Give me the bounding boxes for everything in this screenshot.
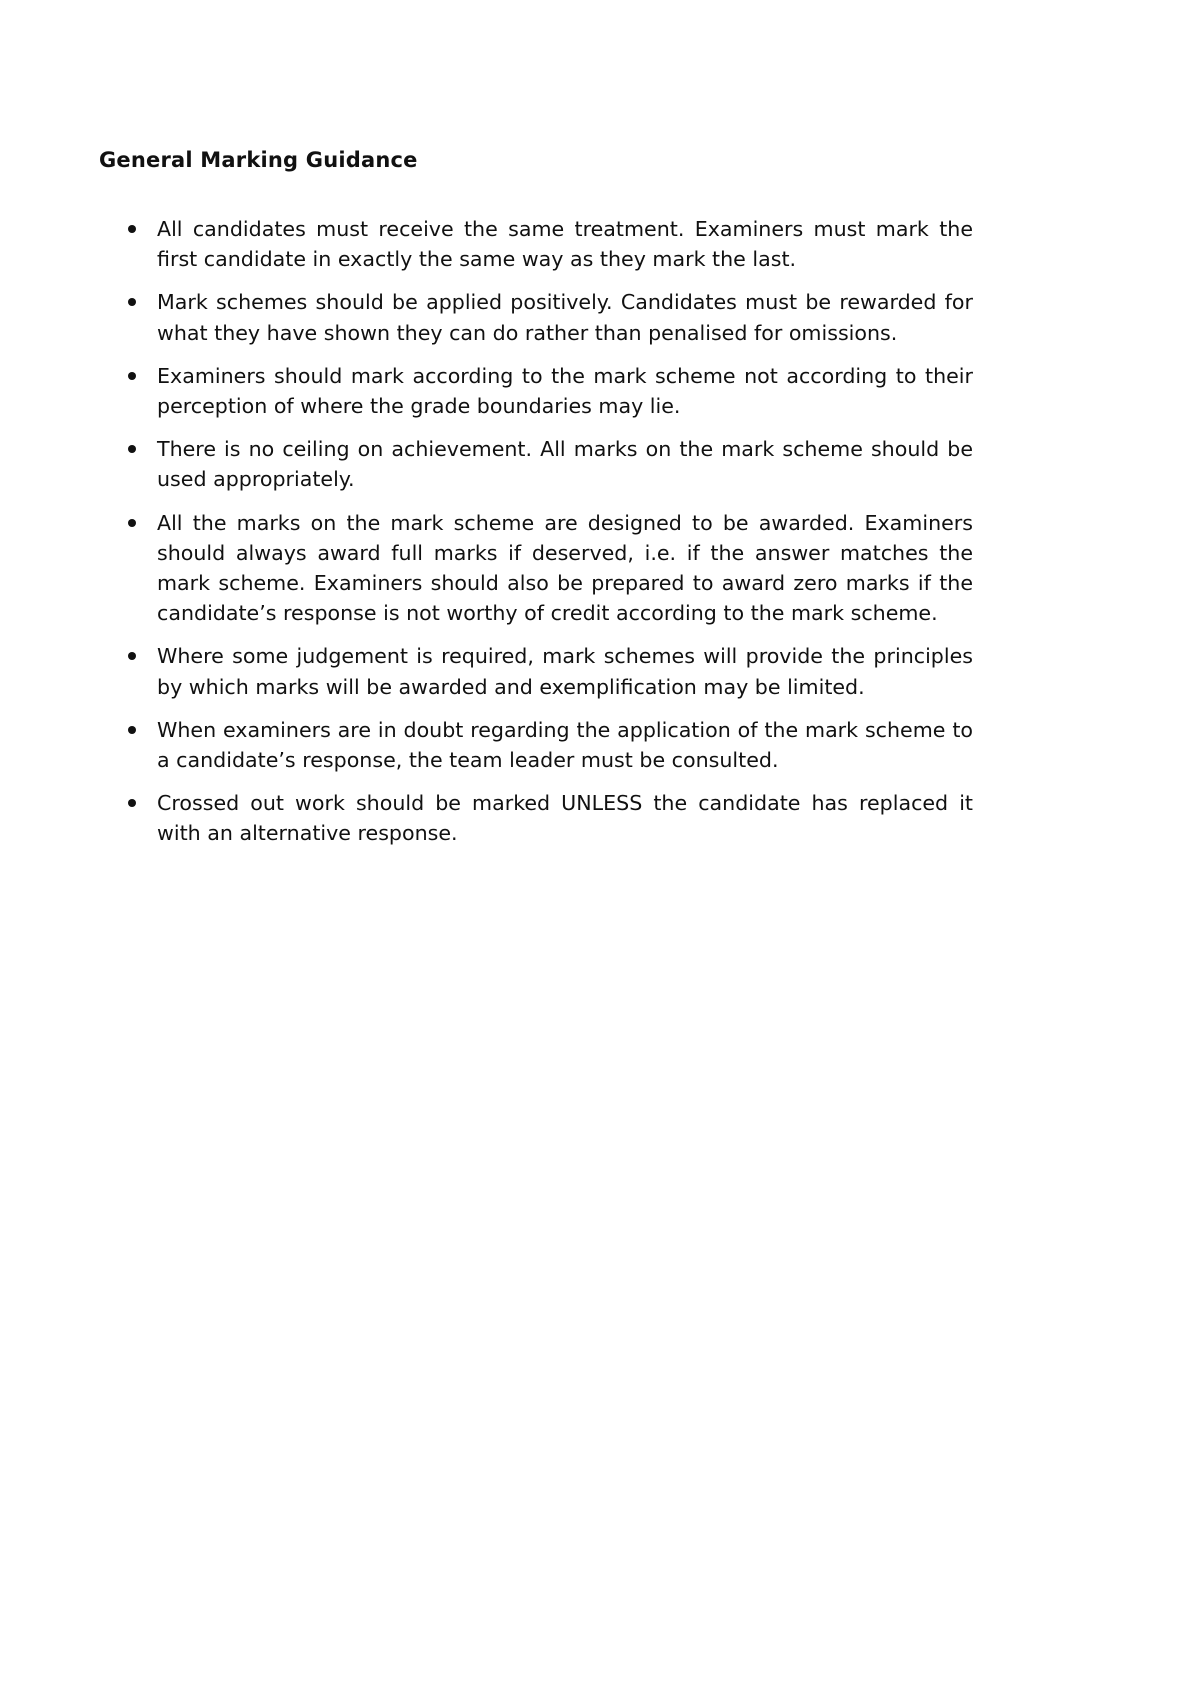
bullet-icon: [128, 445, 136, 453]
guidance-item-text: All the marks on the mark scheme are designed to be awarded. Examiners should always award full marks if deserved, i.e. if the answer matches the mark scheme. Examiners should also be prepared to award zero marks if the candidate’s response is not worthy of credit according to the mark scheme.: [157, 510, 973, 626]
guidance-item-text: All candidates must receive the same treatment. Examiners must mark the first candidate in exactly the same way as they mark the last.: [157, 217, 973, 272]
guidance-item-text: Examiners should mark according to the mark scheme not according to their perception of where the grade boundaries may lie.: [157, 363, 973, 419]
guidance-item-text: Crossed out work should be marked UNLESS the candidate has replaced it with an alternative response.: [157, 791, 973, 846]
guidance-item-text: Mark schemes should be applied positively. Candidates must be rewarded for what they have shown they can do rather than penalised for omissions.: [157, 290, 973, 345]
guidance-item: [128, 508, 973, 629]
guidance-item: [128, 287, 973, 347]
bullet-icon: [128, 519, 136, 527]
bullet-icon: [128, 298, 136, 306]
guidance-item: [128, 641, 973, 701]
guidance-item-text: When examiners are in doubt regarding the application of the mark scheme to a candidate’s response, the team leader must be consulted.: [157, 717, 973, 773]
bullet-icon: [128, 726, 136, 734]
guidance-item: [128, 361, 973, 421]
page-heading: General Marking Guidance: [99, 148, 418, 172]
guidance-item: [128, 434, 973, 494]
guidance-item-text: Where some judgement is required, mark schemes will provide the principles by which marks will be awarded and exemplification may be limited.: [157, 644, 973, 699]
guidance-list: [128, 214, 973, 862]
bullet-icon: [128, 372, 136, 380]
bullet-icon: [128, 225, 136, 233]
guidance-item-text: There is no ceiling on achievement. All marks on the mark scheme should be used appropriately.: [157, 437, 973, 492]
guidance-item: [128, 214, 973, 274]
bullet-icon: [128, 652, 136, 660]
bullet-icon: [128, 799, 136, 807]
guidance-item: [128, 715, 973, 775]
guidance-item: [128, 788, 973, 848]
